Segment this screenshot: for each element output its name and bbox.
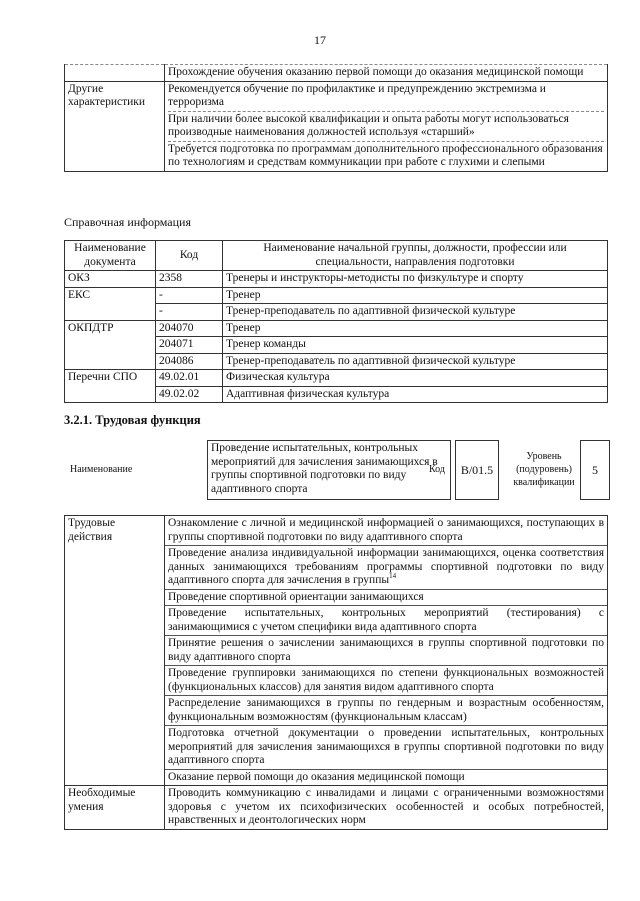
skills-label: Необходимые умения <box>65 786 165 830</box>
other-line: Требуется подготовка по программам дополнительного профессионального образования по технологиям и средствам коммуникации при работе с глухими и слепыми <box>168 142 603 168</box>
action-item: Распределение занимающихся в группы по гендерным и возрастным особенностям, функциональным возможностям (функциональным классам) <box>165 696 607 726</box>
page-number: 17 <box>314 33 326 47</box>
code-cell: - <box>156 304 223 321</box>
code-label: Код <box>429 464 445 475</box>
name-cell: Физическая культура <box>223 370 608 387</box>
name-cell: Адаптивная физическая культура <box>223 386 608 403</box>
doc-cell: Перечни СПО <box>65 370 156 387</box>
action-item: Оказание первой помощи до оказания медицинской помощи <box>168 770 465 783</box>
code-cell: 49.02.01 <box>156 370 223 387</box>
skill-item: Проводить коммуникацию с инвалидами и лицами с ограниченными возможностями здоровья с учетом их психофизических особенностей и особых потребностей, нравственных и деонтологических норм <box>168 787 604 826</box>
action-item: Подготовка отчетной документации о проведении испытательных, контрольных мероприятий для зачисления занимающихся в группы спортивной подготовки по виду адаптивного спорта <box>165 726 607 770</box>
reference-table <box>64 240 608 403</box>
doc-cell: ОКПДТР <box>65 320 156 337</box>
name-cell: Тренеры и инструкторы-методисты по физкультуре и спорту <box>223 271 608 288</box>
table-row <box>65 304 608 321</box>
code-cell: 49.02.02 <box>156 386 223 403</box>
name-cell: Тренер <box>223 287 608 304</box>
table-row <box>65 386 608 403</box>
code-cell: 204070 <box>156 320 223 337</box>
code-cell: 2358 <box>156 271 223 288</box>
action-item: Принятие решения о зачислении занимающихся в группы спортивной подготовки по виду адаптивного спорта <box>165 636 607 666</box>
doc-cell <box>65 304 156 321</box>
doc-cell <box>65 337 156 354</box>
actions-content <box>165 516 608 786</box>
header-document: Наименование документа <box>65 241 156 271</box>
level-label: Уровень (подуровень) квалификации <box>513 451 575 488</box>
function-header <box>64 440 610 502</box>
characteristics-table <box>64 64 608 172</box>
other-line: Рекомендуется обучение по профилактике и предупреждению экстремизма и терроризма <box>168 82 604 112</box>
table-row <box>65 370 608 387</box>
reference-title: Справочная информация <box>64 215 191 229</box>
doc-cell: ЕКС <box>65 287 156 304</box>
action-item: Проведение группировки занимающихся по степени функциональных возможностей (функциональных классов) для занятия видом адаптивного спорта <box>165 666 607 696</box>
table-row <box>65 271 608 288</box>
duties-table <box>64 515 608 830</box>
qualification-level: 5 <box>580 440 610 500</box>
name-cell: Тренер команды <box>223 337 608 354</box>
doc-cell <box>65 353 156 370</box>
code-cell: 204071 <box>156 337 223 354</box>
doc-cell: ОКЗ <box>65 271 156 288</box>
table-row <box>65 320 608 337</box>
other-line: При наличии более высокой квалификации и опыта работы могут использоваться производные наименования должностей используя «старший» <box>168 112 604 142</box>
table-row <box>65 337 608 354</box>
function-code: В/01.5 <box>455 440 499 500</box>
code-cell: - <box>156 287 223 304</box>
name-cell: Тренер-преподаватель по адаптивной физической культуре <box>223 353 608 370</box>
actions-label: Трудовые действия <box>65 516 165 786</box>
doc-cell <box>65 386 156 403</box>
section-title: 3.2.1. Трудовая функция <box>64 413 201 427</box>
name-cell: Тренер <box>223 320 608 337</box>
footnote-mark: 14 <box>389 572 397 581</box>
first-aid-training-cell <box>165 65 608 82</box>
action-item <box>165 546 607 590</box>
action-item: Проведение спортивной ориентации занимающихся <box>165 590 607 607</box>
table-row <box>65 353 608 370</box>
other-characteristics-label: Другие характеристики <box>65 81 165 171</box>
header-code: Код <box>156 241 223 271</box>
action-item: Проведение испытательных, контрольных мероприятий (тестирования) с занимающимися с учетом специфики вида адаптивного спорта <box>165 606 607 636</box>
first-aid-training-text: Прохождение обучения оказанию первой помощи до оказания медицинской помощи <box>168 66 584 78</box>
table-row <box>65 287 608 304</box>
function-name: Проведение испытательных, контрольных мероприятий для зачисления занимающихся в группы спортивной подготовки по виду адаптивного спорта <box>207 440 451 500</box>
other-characteristics-content <box>165 81 608 171</box>
name-cell: Тренер-преподаватель по адаптивной физической культуре <box>223 304 608 321</box>
code-cell: 204086 <box>156 353 223 370</box>
empty-label-cell <box>65 65 165 82</box>
skills-content <box>165 786 608 830</box>
action-item-text: Проведение анализа индивидуальной информации занимающихся, оценка соответствия данных занимающихся требованиям программы спортивной подготовки по виду адаптивного спорта для зачисления в группы <box>168 547 604 586</box>
header-name: Наименование начальной группы, должности, профессии или специальности, направления подготовки <box>223 241 608 271</box>
action-item: Ознакомление с личной и медицинской информацией о занимающихся, поступающих в группы спортивной подготовки по виду адаптивного спорта <box>165 516 607 546</box>
name-label: Наименование <box>70 464 133 475</box>
